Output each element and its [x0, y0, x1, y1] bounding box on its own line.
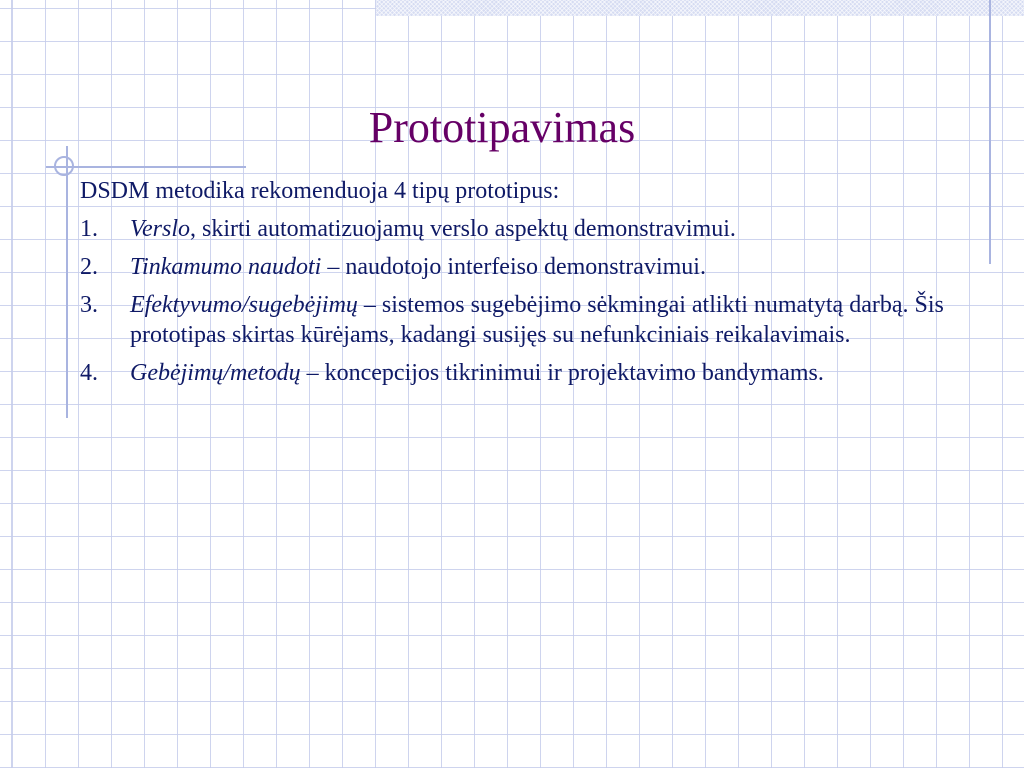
list-item-text: – koncepcijos tikrinimui ir projektavimo bandymams. [300, 360, 824, 386]
list-item [80, 214, 992, 244]
list-item-number: 1. [80, 216, 98, 242]
circle-ornament-icon [54, 156, 74, 176]
intro-text: DSDM metodika rekomenduoja 4 tipų prototipus: [80, 178, 560, 204]
list-item [80, 358, 992, 388]
list-item-text: – sistemos sugebėjimo sėkmingai atlikti numatytą darbą. Šis prototipas skirtas kūrėjams, kadangi susijęs su nefunkciniais reikalavimais. [130, 292, 944, 348]
list-item-number: 2. [80, 254, 98, 280]
header-decorative-band [376, 0, 1024, 16]
list-item-term: Efektyvumo/sugebėjimų [130, 292, 358, 318]
slide-title: Prototipavimas [368, 103, 636, 152]
list-item-term: Tinkamumo naudoti [130, 254, 322, 280]
list-item-term: Verslo [130, 216, 190, 242]
left-vertical-rule [66, 146, 68, 418]
list-item-text: , skirti automatizuojamų verslo aspektų demonstravimui. [190, 216, 736, 242]
list-item [80, 252, 992, 282]
title-underline-rule [46, 166, 246, 168]
list-item-number: 3. [80, 292, 98, 318]
list-item-number: 4. [80, 360, 98, 386]
prototype-type-list [80, 214, 992, 388]
list-item [80, 290, 992, 350]
slide-body [80, 176, 992, 396]
list-item-term: Gebėjimų/metodų [130, 360, 301, 386]
list-item-text: – naudotojo interfeiso demonstravimui. [321, 254, 706, 280]
